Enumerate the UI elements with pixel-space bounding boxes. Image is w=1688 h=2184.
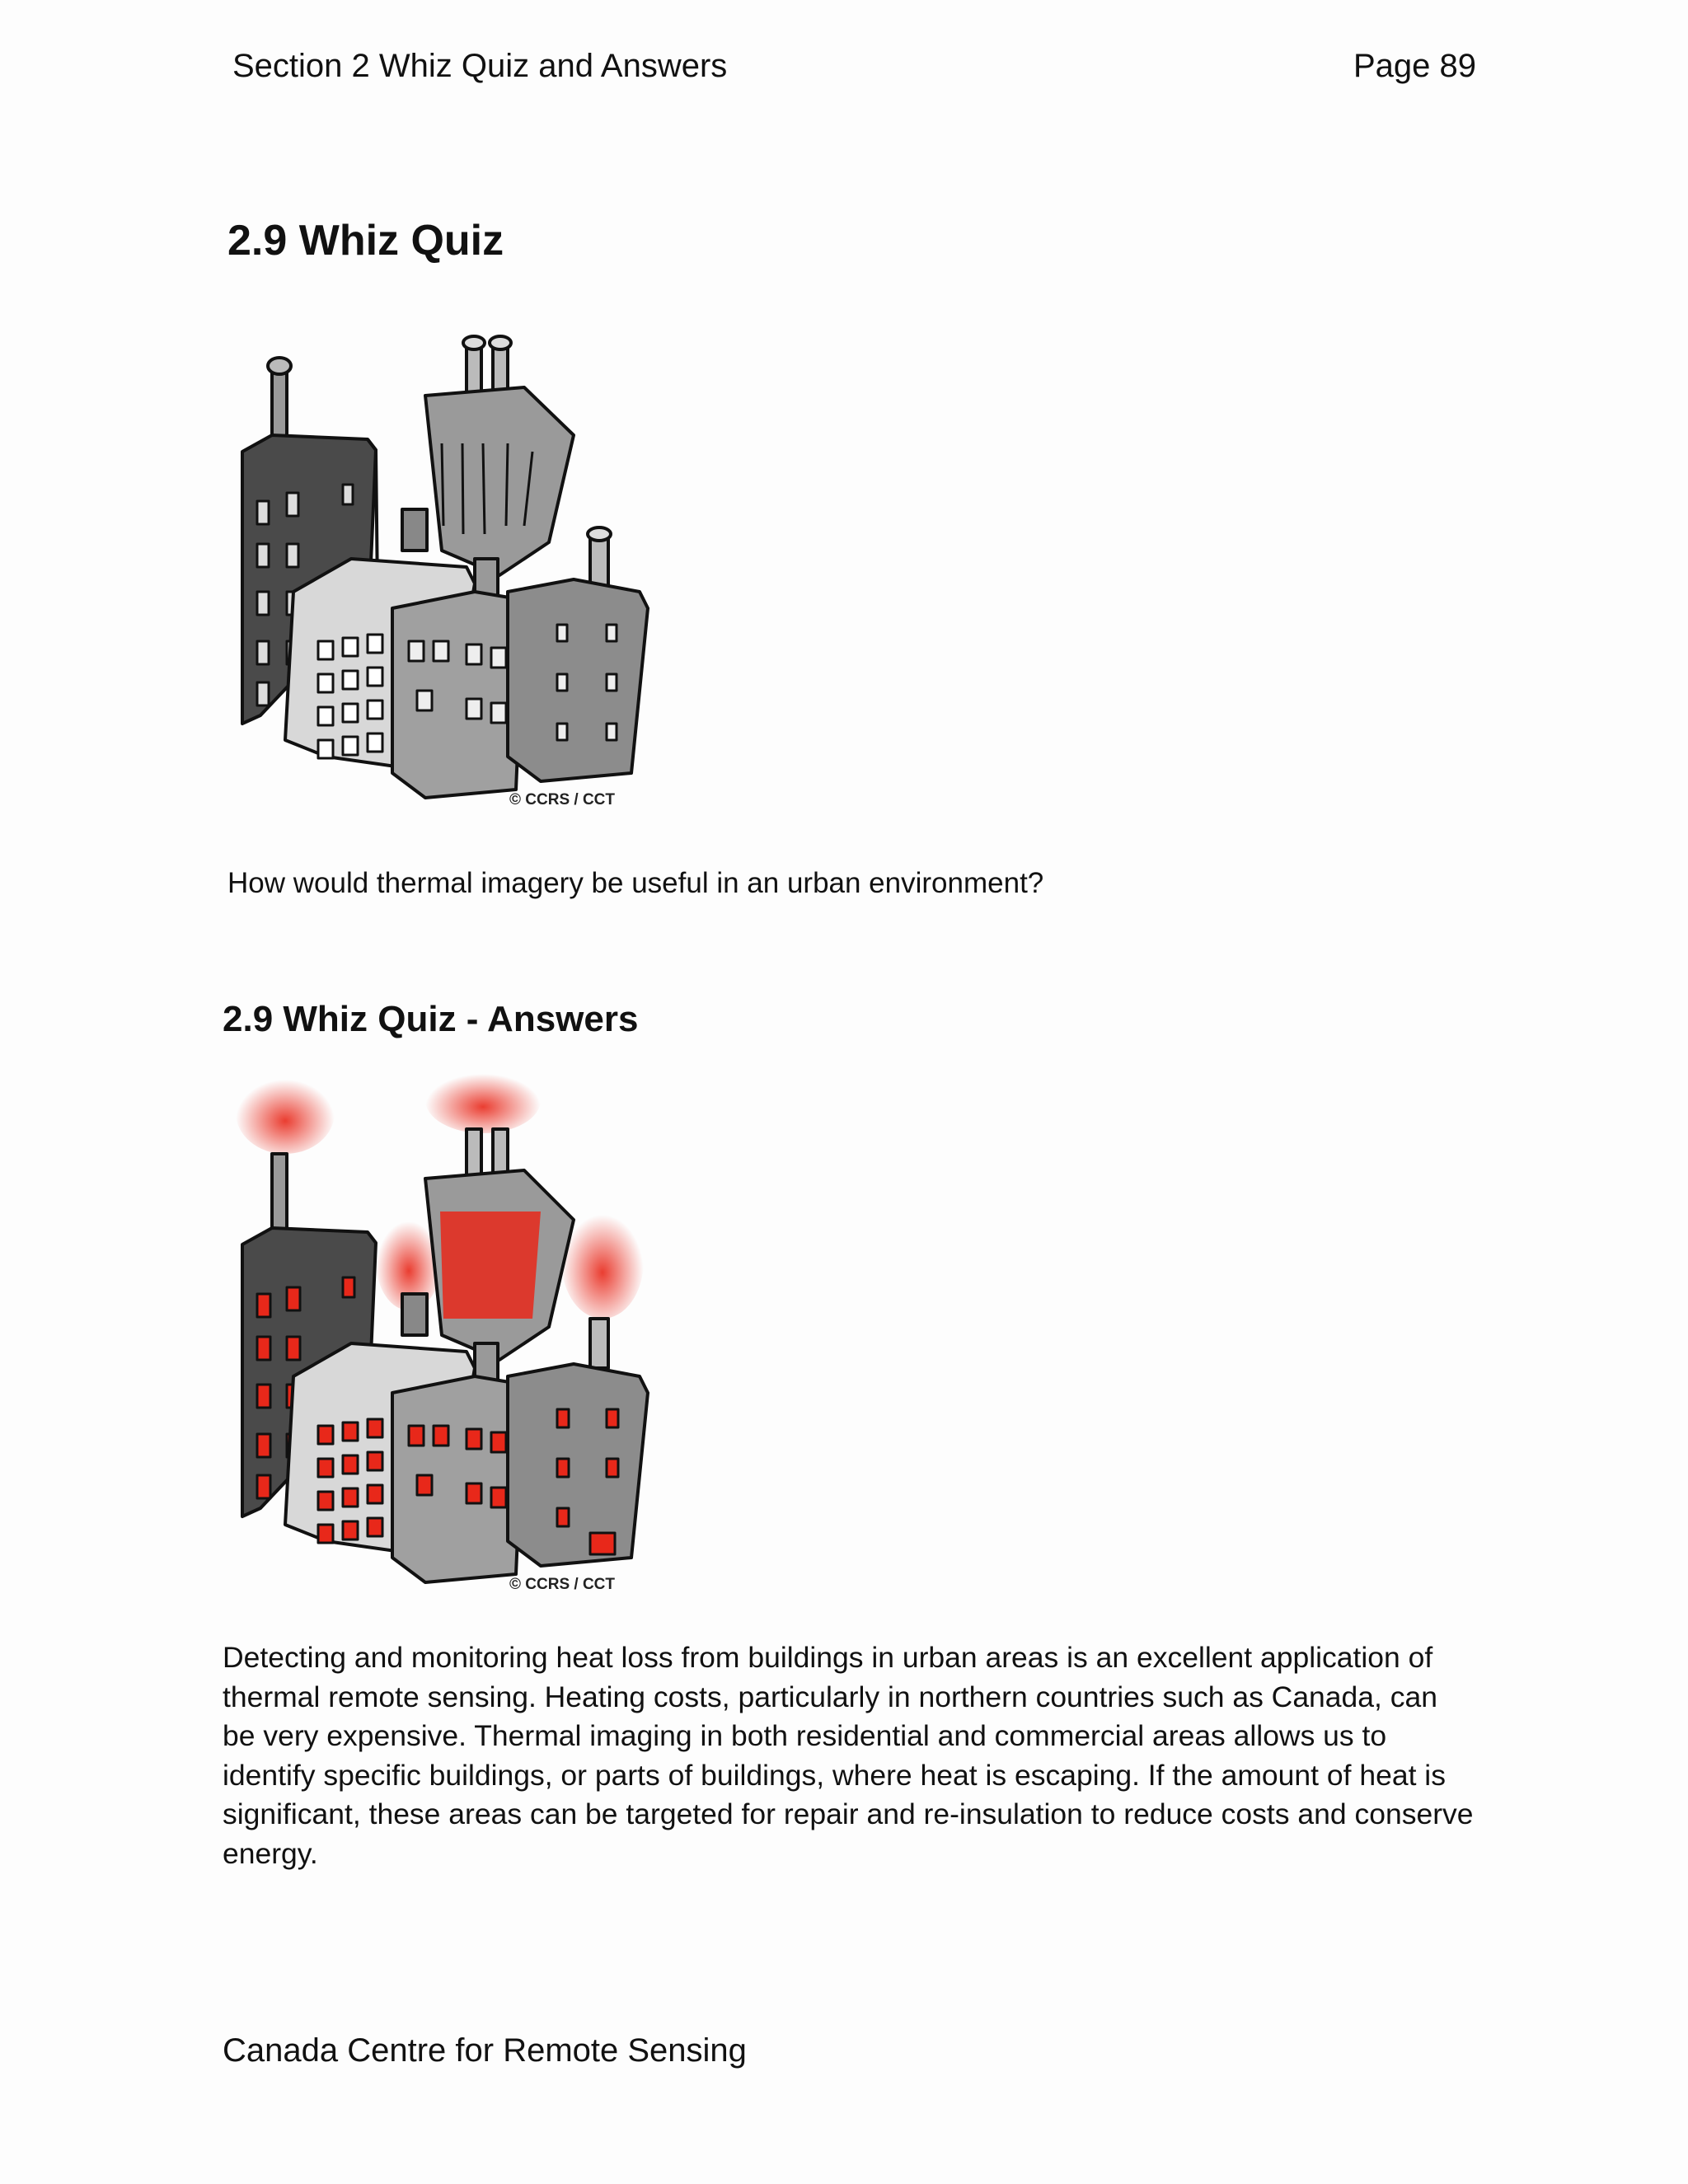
header-section-title: Section 2 Whiz Quiz and Answers [232, 48, 728, 84]
answers-heading: 2.9 Whiz Quiz - Answers [223, 999, 639, 1039]
buildings-illustration [227, 328, 656, 814]
quiz-image-credit: © CCRS / CCT [509, 791, 615, 808]
answers-image-credit: © CCRS / CCT [509, 1576, 615, 1593]
quiz-heading: 2.9 Whiz Quiz [227, 217, 504, 265]
answer-paragraph: Detecting and monitoring heat loss from buildings in urban areas is an excellent application of thermal remote sensing. Heating costs, particularly in northern countries such as Canada, can be very expensive. Thermal imaging in both residential and commercial areas allows us to identify specific buildings, or parts of buildings, where heat is escaping. If the amount of heat is significant, these areas can be targeted for repair and re-insulation to reduce costs and conserve energy. [223, 1641, 1474, 1870]
footer-organization: Canada Centre for Remote Sensing [223, 2032, 747, 2069]
quiz-question: How would thermal imagery be useful in an urban environment? [227, 867, 1044, 899]
header-page-number: Page 89 [1353, 48, 1477, 84]
thermal-buildings-illustration [227, 1071, 656, 1599]
